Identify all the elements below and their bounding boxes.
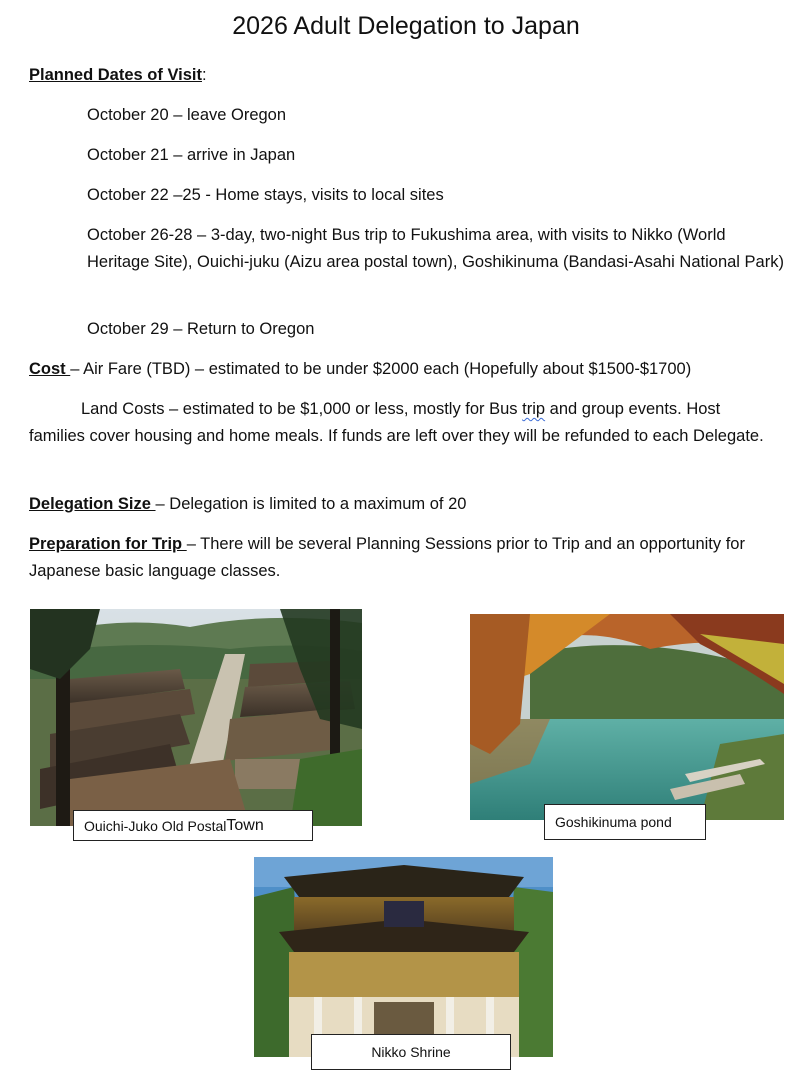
- prep-text: – There will be several Planning Sessions prior to Trip and an opportunity for Japanese basic language classes.: [29, 535, 745, 580]
- date-item-2: October 21 – arrive in Japan: [87, 146, 296, 164]
- size-label: Delegation Size: [29, 495, 156, 513]
- prep-label: Preparation for Trip: [29, 535, 187, 553]
- cost-line: [29, 356, 789, 383]
- ouichi-caption-b: Town: [226, 816, 264, 834]
- cost-label: Cost: [29, 360, 71, 378]
- land-costs-a: Land Costs – estimated to be $1,000 or less, mostly for Bus: [81, 400, 523, 418]
- dates-label: Planned Dates of Visit: [29, 66, 202, 84]
- date-item-1: October 20 – leave Oregon: [87, 106, 287, 124]
- dates-suffix: :: [202, 66, 207, 84]
- prep-line: [29, 531, 774, 585]
- goshiki-caption: Goshikinuma pond: [544, 804, 706, 840]
- date-item-5: October 29 – Return to Oregon: [87, 320, 315, 338]
- goshiki-photo: [470, 614, 784, 820]
- ouichi-photo: [30, 609, 362, 826]
- date-item-3: October 22 –25 - Home stays, visits to local sites: [87, 186, 444, 204]
- nikko-photo: [254, 857, 553, 1057]
- nikko-shrine-image: [254, 857, 553, 1057]
- land-costs-b: and group events. Host families cover housing and home meals. If funds are left over they will be refunded to each Delegate.: [29, 400, 764, 445]
- ouichi-village-image: [30, 609, 362, 826]
- date-item-4: October 26-28 – 3-day, two-night Bus trip to Fukushima area, with visits to Nikko (World Heritage Site), Ouichi-juku (Aizu area postal town), Goshikinuma (Bandasi-Asahi National Park): [87, 226, 784, 271]
- dates-heading: [29, 62, 207, 89]
- cost-airfare: – Air Fare (TBD) – estimated to be under $2000 each (Hopefully about $1500-$1700): [70, 360, 692, 378]
- land-costs-trip: trip: [522, 400, 546, 418]
- ouichi-caption: [73, 810, 313, 841]
- nikko-caption: Nikko Shrine: [311, 1034, 511, 1070]
- ouichi-caption-a: Ouichi-Juko Old Postal: [84, 817, 227, 834]
- page-title: 2026 Adult Delegation to Japan: [232, 12, 580, 40]
- size-text: – Delegation is limited to a maximum of 20: [155, 495, 467, 513]
- goshikinuma-pond-image: [470, 614, 784, 820]
- size-line: [29, 491, 789, 518]
- land-costs: [29, 396, 779, 450]
